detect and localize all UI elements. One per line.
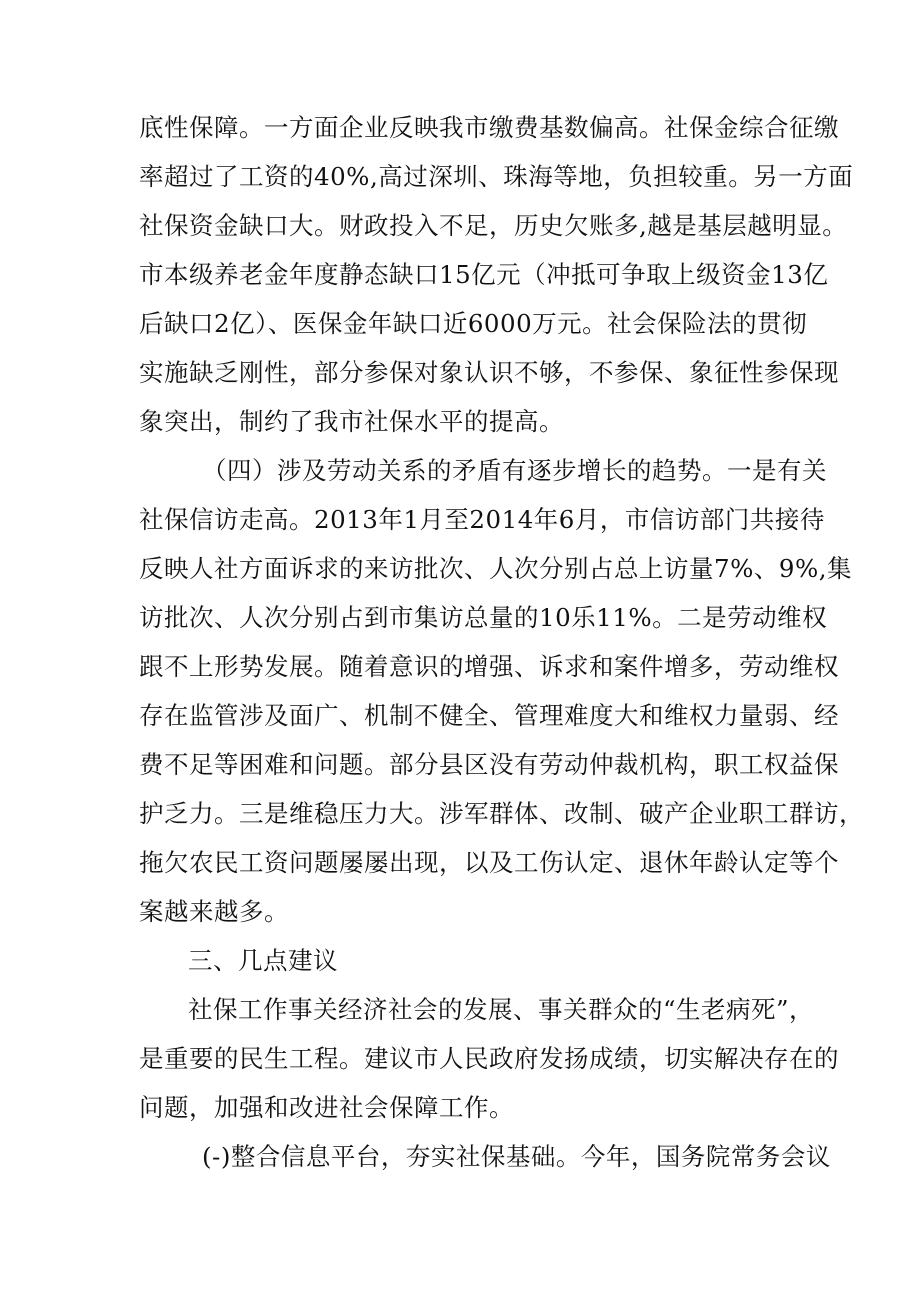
text-line: 是重要的民生工程。建议市人民政府发扬成绩，切实解决存在的	[139, 1044, 839, 1073]
text-line: 社保资金缺口大。财政投入不足，历史欠账多,越是基层越明显。	[139, 211, 848, 240]
text-line: 跟不上形势发展。随着意识的增强、诉求和案件增多，劳动维权	[139, 652, 839, 681]
text-line: 市本级养老金年度静态缺口15亿元（冲抵可争取上级资金13亿	[139, 260, 829, 289]
text-line: 率超过了工资的40%,高过深圳、珠海等地，负担较重。另一方面	[139, 162, 854, 191]
text-line: 访批次、人次分别占到市集访总量的10乐11%。二是劳动维权	[139, 603, 828, 632]
text-line: 底性保障。一方面企业反映我市缴费基数偏高。社保金综合征缴	[139, 113, 839, 142]
text-line: 象突出，制约了我市社保水平的提高。	[139, 407, 564, 436]
section-heading: 三、几点建议	[188, 946, 338, 975]
text-line: 反映人社方面诉求的来访批次、人次分别占总上访量7%、9%,集	[139, 554, 853, 583]
text-line: 拖欠农民工资问题屡屡出现，以及工伤认定、退休年龄认定等个	[139, 848, 839, 877]
paragraph-heading-four: （四）涉及劳动关系的矛盾有逐步增长的趋势。一是有关	[202, 456, 827, 485]
text-line: 护乏力。三是维稳压力大。涉军群体、改制、破产企业职工群访，	[139, 799, 864, 828]
text-line: 社保信访走高。2013年1月至2014年6月，市信访部门共接待	[139, 505, 825, 534]
text-line: 案越来越多。	[139, 897, 289, 926]
text-line: 社保工作事关经济社会的发展、事关群众的“生老病死”，	[188, 995, 815, 1024]
text-line: 后缺口2亿）、医保金年缺口近6000万元。社会保险法的贯彻	[139, 309, 808, 338]
subsection-heading-one: (-)整合信息平台，夯实社保基础。今年，国务院常务会议	[202, 1142, 831, 1171]
text-line: 问题，加强和改进社会保障工作。	[139, 1093, 514, 1122]
text-line: 存在监管涉及面广、机制不健全、管理难度大和维权力量弱、经	[139, 701, 839, 730]
text-line: 实施缺乏刚性，部分参保对象认识不够，不参保、象征性参保现	[139, 358, 839, 387]
text-line: 费不足等困难和问题。部分县区没有劳动仲裁机构，职工权益保	[139, 750, 839, 779]
